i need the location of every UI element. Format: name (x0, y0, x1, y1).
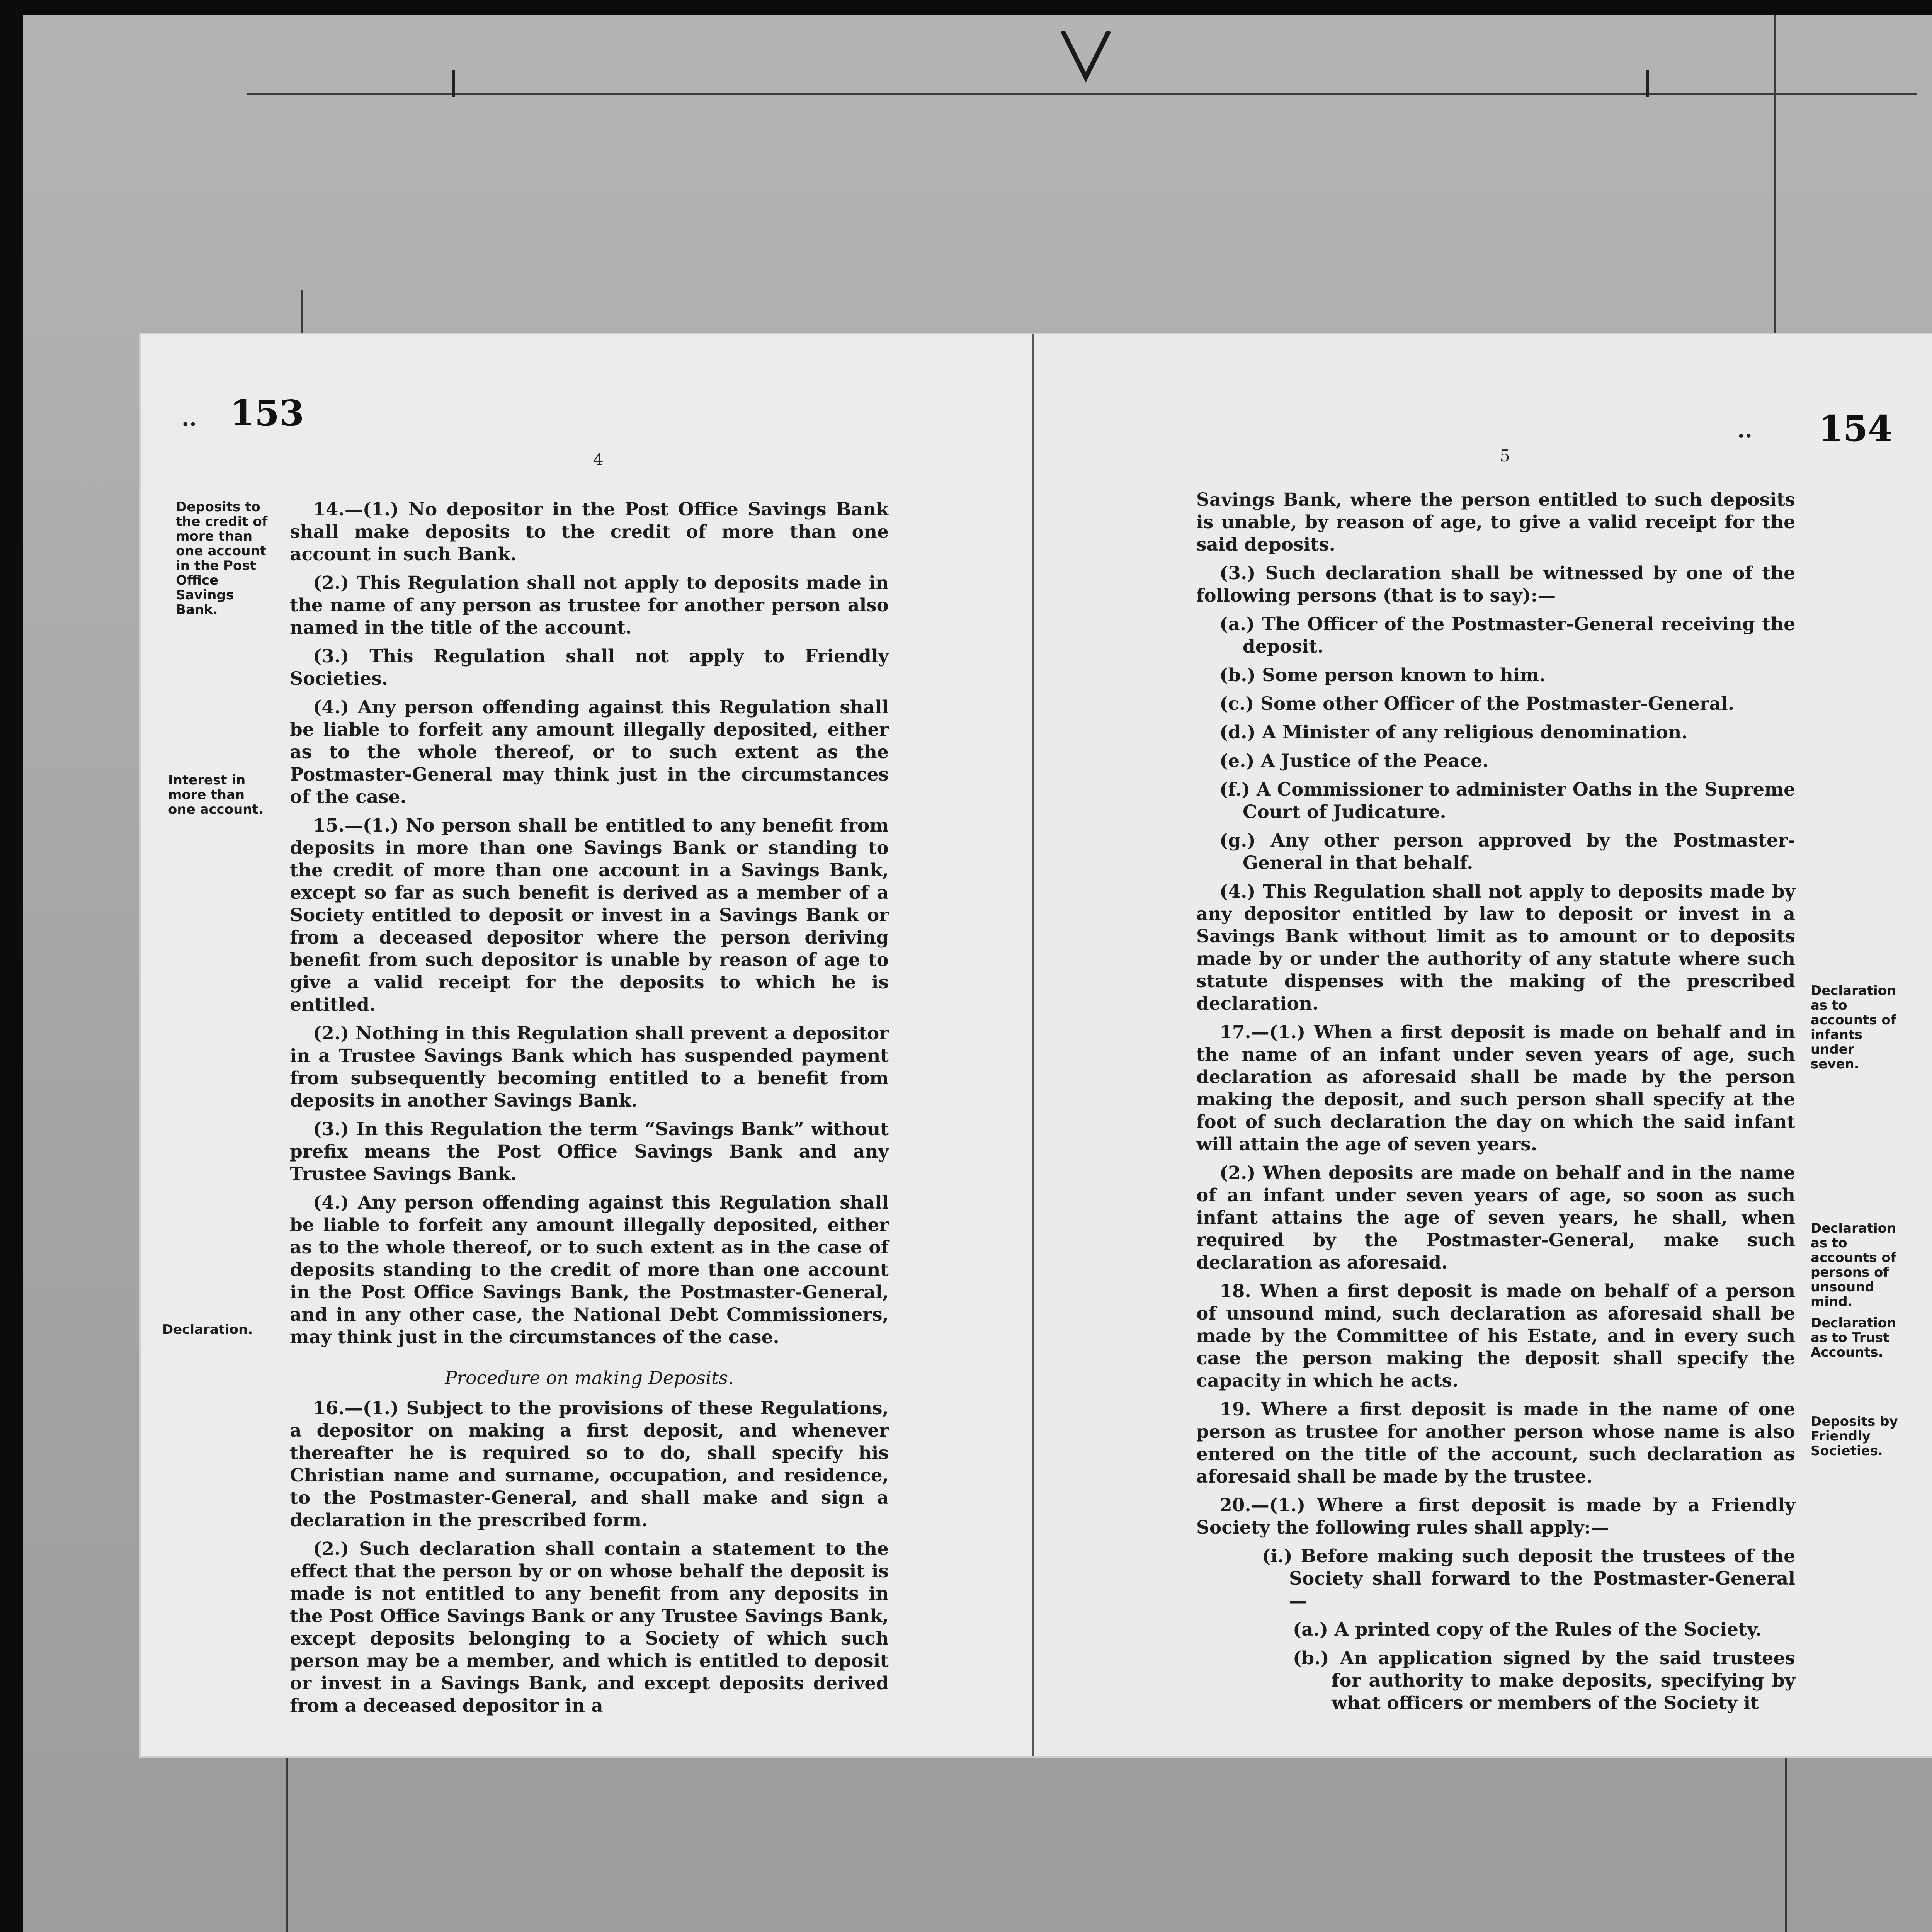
item-i-a: (a.) A printed copy of the Rules of the Society. (1293, 1619, 1762, 1640)
left-folio: 153 (230, 392, 304, 434)
right-page (1034, 334, 1932, 1756)
paragraph-15-4: (4.) Any person offending against this Regulation shall be liable to forfeit any amount illegally deposited, either as to the whole thereof, or to such extent as in the case of deposits standing to the credit of more than one account in the Post Office Savings Bank, the Postmaster-General, and in any other case, the National Debt Commissioners, may think just in the circumstances of the case. (290, 1192, 889, 1348)
paragraph-17-1: 17.—(1.) When a first deposit is made on behalf and in the name of an infant under seven years of age, such declaration as aforesaid shall be made by the person making the deposit, and such person shall specify at the foot of such declaration the day on which the said infant will attain the age of seven years. (1196, 1022, 1795, 1155)
item-i-b: (b.) An application signed by the said trustees for authority to make deposits, specifying by what officers or members of the Society it (1293, 1648, 1795, 1714)
chevron-mark-icon (1059, 31, 1113, 89)
right-dots: .. (1737, 417, 1752, 443)
right-text-column (1196, 489, 1795, 1721)
paragraph-18: 18. When a first deposit is made on behalf of a person of unsound mind, such declaration as aforesaid shall be made by the Committee of his Estate, and in every such case the person making the deposit shall specify the capacity in which he acts. (1196, 1281, 1795, 1391)
paragraph-17-2: (2.) When deposits are made on behalf and in the name of an infant under seven years of age, so soon as such infant attains the age of seven years, he shall, when required by the Postmaster-General, make such declaration as aforesaid. (1196, 1162, 1795, 1273)
margin-note-declaration: Declaration. (162, 1322, 253, 1337)
lower-left-rule (286, 1754, 288, 1932)
paragraph-16-2: (2.) Such declaration shall contain a statement to the effect that the person by or on whose behalf the deposit is made is not entitled to any benefit from any deposits in the Post Office Savings Bank or any Trustee Savings Bank, except deposits belonging to a Society of which such person may be a member, and which is entitled to deposit or invest in a Savings Bank, and except deposits derived from a deceased depositor in a (290, 1538, 889, 1716)
paragraph-15-1: 15.—(1.) No person shall be entitled to any benefit from deposits in more than one Savings Bank or standing to the credit of more than one account in a Savings Bank, except so far as such benefit is derived as a member of a Society entitled to deposit or invest in a Savings Bank or from a deceased depositor where the person deriving benefit from such depositor is unable by reason of age to give a valid receipt for the deposits to which he is entitled. (290, 815, 889, 1015)
document-spread (141, 334, 1932, 1756)
right-folio: 154 (1818, 408, 1893, 449)
item-e: (e.) A Justice of the Peace. (1219, 750, 1489, 772)
paragraph-15-2: (2.) Nothing in this Regulation shall prevent a depositor in a Trustee Savings Bank which has suspended payment from subsequently becoming entitled to a benefit from deposits in another Savings Bank. (290, 1023, 889, 1111)
paragraph-continuation: Savings Bank, where the person entitled to such deposits is unable, by reason of age, to give a valid receipt for the said deposits. (1196, 489, 1795, 555)
item-a: (a.) The Officer of the Postmaster-General receiving the deposit. (1219, 614, 1795, 657)
right-vertical-rule (1774, 15, 1776, 355)
paragraph-20-1: 20.—(1.) Where a first deposit is made by a Friendly Society the following rules shall apply:— (1196, 1495, 1795, 1538)
margin-note-interest: Interest in more than one account. (168, 772, 264, 817)
paragraph-15-3: (3.) In this Regulation the term “Savings Bank” without prefix means the Post Office Savings Bank and any Trustee Savings Bank. (290, 1119, 889, 1185)
margin-note-deposits: Deposits to the credit of more than one account in the Post Office Savings Bank. (176, 499, 268, 617)
top-rule (247, 93, 1917, 95)
rule-tick-left (452, 70, 455, 97)
section-heading: Procedure on making Deposits. (445, 1367, 734, 1389)
paragraph-14-4: (4.) Any person offending against this Regulation shall be liable to forfeit any amount illegally deposited, either as to the whole thereof, or to such extent as the Postmaster-General may think just in the circumstances of the case. (290, 697, 889, 808)
item-d: (d.) A Minister of any religious denomination. (1219, 722, 1688, 743)
margin-note-friendly: Deposits by Friendly Societies. (1811, 1414, 1898, 1459)
margin-note-trust: Declaration as to Trust Accounts. (1811, 1315, 1896, 1360)
item-b: (b.) Some person known to him. (1219, 665, 1546, 686)
paragraph-14-3: (3.) This Regulation shall not apply to Friendly Societies. (290, 646, 889, 689)
margin-note-infants: Declaration as to accounts of infants under seven. (1811, 983, 1896, 1072)
left-page-number: 4 (593, 450, 604, 469)
item-f: (f.) A Commissioner to administer Oaths in the Supreme Court of Judicature. (1219, 779, 1795, 823)
lower-right-rule (1785, 1754, 1787, 1932)
paragraph-16-1: 16.—(1.) Subject to the provisions of these Regulations, a depositor on making a first deposit, and whenever thereafter he is required so to do, shall specify his Christian name and surname, occupation, and residence, to the Postmaster-General, and shall make and sign a declaration in the prescribed form. (290, 1398, 889, 1531)
paragraph-16-3: (3.) Such declaration shall be witnessed by one of the following persons (that is to say):— (1196, 563, 1795, 606)
left-page (141, 334, 1034, 1756)
item-g: (g.) Any other person approved by the Postmaster-General in that behalf. (1219, 830, 1795, 874)
right-page-number: 5 (1500, 446, 1510, 465)
item-c: (c.) Some other Officer of the Postmaster-General. (1219, 693, 1735, 714)
paragraph-14-1: 14.—(1.) No depositor in the Post Office Savings Bank shall make deposits to the credit of more than one account in such Bank. (290, 499, 889, 565)
left-text-column (290, 498, 889, 1723)
paragraph-16-4: (4.) This Regulation shall not apply to deposits made by any depositor entitled by law to deposit or invest in a Savings Bank without limit as to amount or to deposits made by or under the authority of any statute where such statute dispenses with the making of the prescribed declaration. (1196, 881, 1795, 1014)
rule-tick-right (1646, 70, 1649, 97)
paragraph-14-2: (2.) This Regulation shall not apply to deposits made in the name of any person as trustee for another person also named in the title of the account. (290, 572, 889, 638)
paragraph-19: 19. Where a first deposit is made in the name of one person as trustee for another person whose name is also entered on the title of the account, such declaration as aforesaid shall be made by the trustee. (1196, 1399, 1795, 1487)
item-i: (i.) Before making such deposit the trustees of the Society shall forward to the Postmaster-General— (1262, 1546, 1795, 1612)
margin-note-unsound: Declaration as to accounts of persons of unsound mind. (1811, 1221, 1896, 1310)
left-dots: .. (182, 406, 197, 431)
